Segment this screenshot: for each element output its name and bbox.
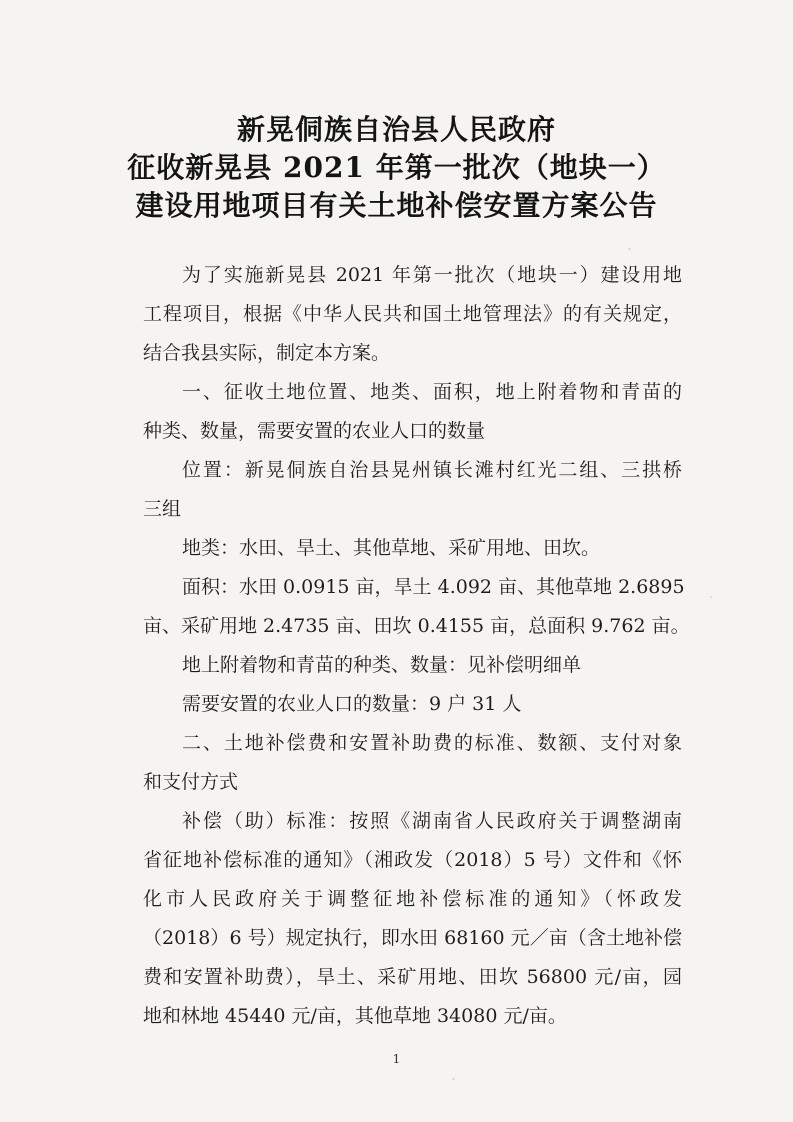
body-line-1: 为了实施新晃县 2021 年第一批次（地块一）建设用地	[182, 264, 682, 286]
body-line-7: 三组	[143, 498, 182, 520]
body-line-19: 费和安置补助费），旱土、采矿用地、田坎 56800 元/亩，园	[143, 966, 682, 988]
scan-speck	[628, 248, 631, 250]
body-line-16: 省征地补偿标准的通知》（湘政发（2018）5 号）文件和《怀	[143, 849, 682, 871]
body-line-2: 工程项目，根据《中华人民共和国土地管理法》的有关规定，	[143, 303, 682, 325]
body-line-14: 和支付方式	[143, 771, 239, 793]
title-line-1: 新晃侗族自治县人民政府	[236, 113, 556, 146]
body-line-12: 需要安置的农业人口的数量：9 户 31 人	[182, 693, 522, 715]
page-number: 1	[392, 1052, 401, 1066]
body-line-5: 种类、数量，需要安置的农业人口的数量	[143, 420, 486, 442]
body-line-6: 位置：新晃侗族自治县晃州镇长滩村红光二组、三拱桥	[182, 459, 682, 481]
title-line-2: 征收新晃县 2021 年第一批次（地块一）	[127, 151, 666, 184]
title-line-3: 建设用地项目有关土地补偿安置方案公告	[135, 189, 658, 222]
body-line-13: 二、土地补偿费和安置补助费的标准、数额、支付对象	[182, 732, 682, 754]
body-line-8: 地类：水田、旱土、其他草地、采矿用地、田坎。	[182, 537, 601, 559]
body-line-17: 化市人民政府关于调整征地补偿标准的通知》（怀政发	[143, 888, 682, 910]
body-line-10: 亩、采矿用地 2.4735 亩、田坎 0.4155 亩，总面积 9.762 亩。	[143, 615, 690, 637]
body-line-4: 一、征收土地位置、地类、面积，地上附着物和青苗的	[182, 381, 682, 403]
body-line-18: （2018）6 号）规定执行，即水田 68160 元／亩（含土地补偿	[143, 927, 682, 949]
body-line-15: 补偿（助）标准：按照《湖南省人民政府关于调整湖南	[182, 810, 682, 832]
body-line-9: 面积：水田 0.0915 亩，旱土 4.092 亩、其他草地 2.6895	[182, 576, 685, 598]
body-line-20: 地和林地 45440 元/亩，其他草地 34080 元/亩。	[143, 1005, 567, 1027]
body-line-11: 地上附着物和青苗的种类、数量：见补偿明细单	[182, 654, 582, 676]
scan-speck	[710, 596, 712, 598]
scan-speck	[452, 1078, 455, 1080]
body-line-3: 结合我县实际，制定本方案。	[143, 342, 391, 364]
